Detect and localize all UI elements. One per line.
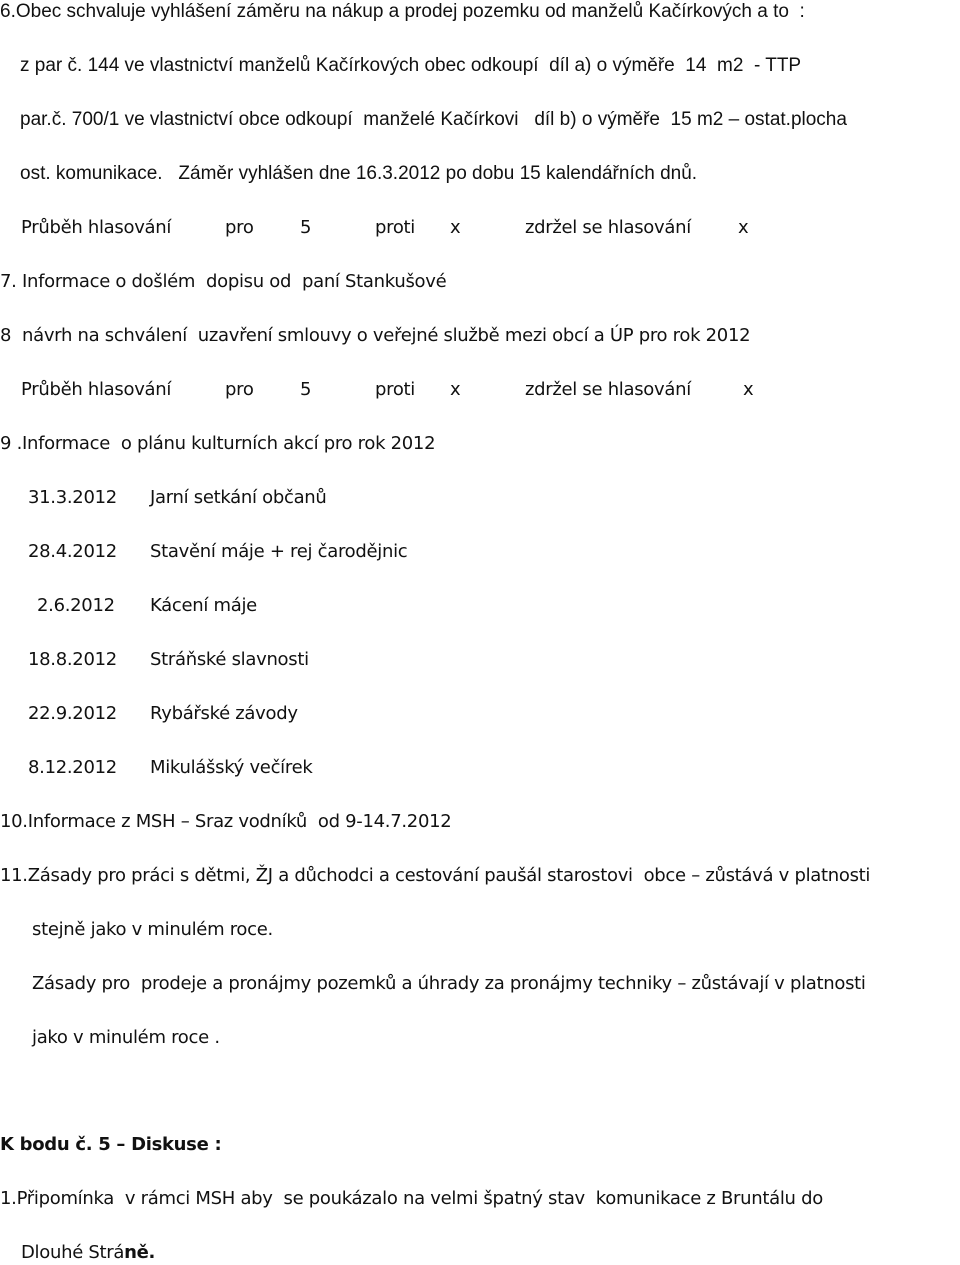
item11-line1: 11.Zásady pro práci s dětmi, ŽJ a důchodci a cestování paušál starostovi obce – zůstává v platnosti xyxy=(0,865,871,886)
vote-pro-label: pro xyxy=(225,217,254,238)
vote-row-2 xyxy=(0,378,960,402)
item6-line2: z par č. 144 ve vlastnictví manželů Kačírkových obec odkoupí díl a) o výměře 14 m2 - TTP xyxy=(20,55,802,76)
vote-proti-label: proti xyxy=(375,217,416,238)
vote-pro-label: pro xyxy=(225,379,254,400)
item7: 7. Informace o došlém dopisu od paní Stankušové xyxy=(0,271,447,292)
item6-line1: 6.Obec schvaluje vyhlášení záměru na nákup a prodej pozemku od manželů Kačírkových a to : xyxy=(0,1,805,22)
item11-line4: jako v minulém roce . xyxy=(32,1027,220,1048)
vote-proti-value: x xyxy=(450,379,461,400)
point1-line2 xyxy=(21,1241,155,1265)
event-name: Stavění máje + rej čarodějnic xyxy=(150,541,408,562)
event-row xyxy=(0,540,960,564)
vote-zdrzel-value: x xyxy=(738,217,749,238)
vote-label: Průběh hlasování xyxy=(21,217,172,238)
event-name: Rybářské závody xyxy=(150,703,298,724)
item9: 9 .Informace o plánu kulturních akcí pro rok 2012 xyxy=(0,433,436,454)
event-name: Stráňské slavnosti xyxy=(150,649,309,670)
event-name: Kácení máje xyxy=(150,595,257,616)
vote-zdrzel-value: x xyxy=(743,379,754,400)
item11-line2: stejně jako v minulém roce. xyxy=(32,919,273,940)
event-date: 8.12.2012 xyxy=(28,757,117,778)
event-date: 2.6.2012 xyxy=(37,595,115,616)
vote-row-1 xyxy=(0,216,960,240)
vote-pro-value: 5 xyxy=(300,379,312,400)
event-date: 28.4.2012 xyxy=(28,541,117,562)
vote-zdrzel-label: zdržel se hlasování xyxy=(525,217,691,238)
event-row xyxy=(0,486,960,510)
event-row xyxy=(0,702,960,726)
item10: 10.Informace z MSH – Sraz vodníků od 9-14.7.2012 xyxy=(0,811,452,832)
point1-line1: 1.Připomínka v rámci MSH aby se poukázalo na velmi špatný stav komunikace z Bruntálu do xyxy=(0,1188,823,1209)
event-date: 31.3.2012 xyxy=(28,487,117,508)
item8: 8 návrh na schválení uzavření smlouvy o veřejné službě mezi obcí a ÚP pro rok 2012 xyxy=(0,325,751,346)
event-date: 18.8.2012 xyxy=(28,649,117,670)
item11-line3: Zásady pro prodeje a pronájmy pozemků a úhrady za pronájmy techniky – zůstávají v platnosti xyxy=(32,973,866,994)
vote-proti-value: x xyxy=(450,217,461,238)
vote-label: Průběh hlasování xyxy=(21,379,172,400)
vote-zdrzel-label: zdržel se hlasování xyxy=(525,379,691,400)
point1-line2-bold: ně. xyxy=(124,1242,156,1263)
point1-line2-normal: Dlouhé Strá xyxy=(21,1242,125,1263)
event-date: 22.9.2012 xyxy=(28,703,117,724)
event-row xyxy=(0,756,960,780)
event-name: Mikulášský večírek xyxy=(150,757,313,778)
vote-pro-value: 5 xyxy=(300,217,312,238)
item6-line4: ost. komunikace. Záměr vyhlášen dne 16.3.2012 po dobu 15 kalendářních dnů. xyxy=(20,163,698,184)
event-name: Jarní setkání občanů xyxy=(150,487,327,508)
event-row xyxy=(0,648,960,672)
event-row xyxy=(0,594,960,618)
vote-proti-label: proti xyxy=(375,379,416,400)
section-heading: K bodu č. 5 – Diskuse : xyxy=(0,1134,222,1155)
item6-line3: par.č. 700/1 ve vlastnictví obce odkoupí manželé Kačírkovi díl b) o výměře 15 m2 – ostat.plocha xyxy=(20,109,847,130)
